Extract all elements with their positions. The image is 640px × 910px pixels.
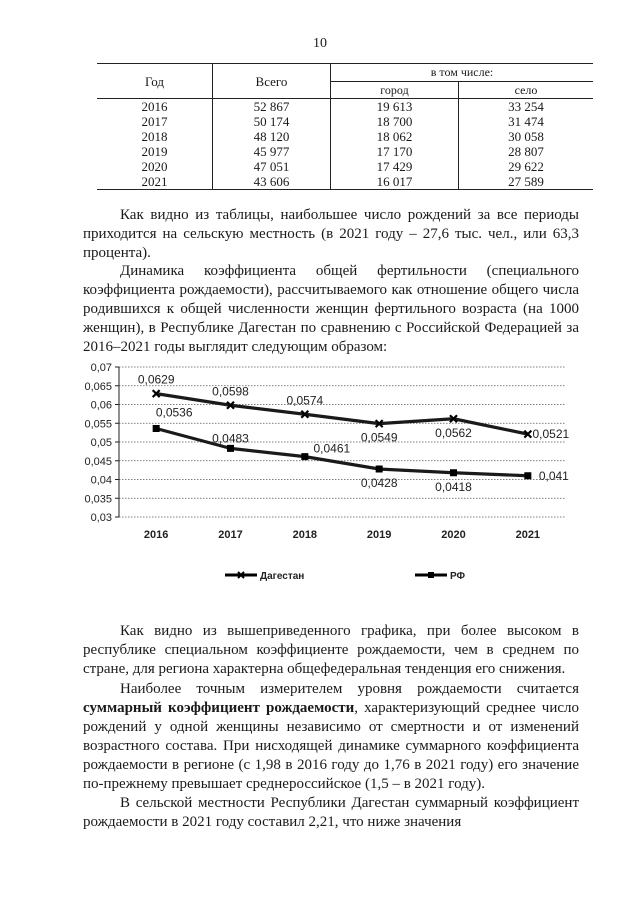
- data-point-rf: [227, 445, 234, 452]
- header-including: в том числе:: [331, 64, 594, 82]
- header-village: село: [459, 82, 594, 99]
- paragraph-table-conclusion: Как видно из таблицы, наибольшее число рождений за все периоды приходится на сельскую местность (в 2021 году – 27,6 тыс. чел., или 63,3 процента).: [83, 207, 579, 261]
- cell-city: 17 429: [331, 159, 459, 174]
- y-tick-label: 0,055: [84, 418, 112, 431]
- cell-village: 30 058: [459, 129, 594, 144]
- y-tick-label: 0,035: [84, 493, 112, 506]
- header-total: Всего: [213, 64, 331, 99]
- y-tick-label: 0,065: [84, 380, 112, 393]
- y-tick-label: 0,03: [90, 512, 112, 524]
- legend-marker-rf: [428, 572, 434, 578]
- tfr-text-end: , характеризующий среднее число рождений у одной женщины независимо от смертности и от изменений возрастного состава. При нисходящей динамике суммарного коэффициента рождаемости в регионе (с 1,98 в 2016 году до 1,76 в 2021 году) его значение по-прежнему превышает среднероссийское (1,5 – в 2021 году).: [83, 700, 579, 792]
- births-table: [97, 63, 593, 190]
- table-row: [97, 114, 593, 129]
- data-label-rf: 0,0428: [360, 476, 398, 490]
- cell-year: 2018: [141, 129, 168, 144]
- table-row: [97, 129, 593, 144]
- cell-village: 31 474: [459, 114, 594, 129]
- cell-village: 28 807: [459, 144, 594, 159]
- data-label-dagestan: 0,0629: [137, 372, 175, 387]
- x-tick-label: 2021: [515, 529, 541, 541]
- y-tick-label: 0,07: [90, 362, 112, 374]
- data-label-dagestan: 0,0562: [435, 425, 472, 440]
- data-label-dagestan: 0,0574: [286, 393, 324, 408]
- legend-label-rf: РФ: [450, 571, 466, 582]
- tfr-term: суммарный коэффициент рождаемости: [83, 700, 355, 716]
- cell-total: 48 120: [213, 129, 331, 144]
- y-tick-label: 0,04: [90, 474, 112, 487]
- y-tick-label: 0,05: [90, 437, 112, 449]
- data-point-rf: [450, 469, 457, 476]
- series-line-dagestan: [156, 394, 528, 435]
- cell-city: 16 017: [331, 174, 459, 190]
- cell-year: 2019: [141, 144, 168, 159]
- table-row: [97, 144, 593, 159]
- cell-village: 33 254: [459, 99, 594, 115]
- paragraph-chart-conclusion: Как видно из вышеприведенного графика, при более высоком в республике специальном коэффициенте рождаемости, чем в среднем по стране, для региона характерна общефедеральная тенденция его снижения.: [83, 623, 579, 677]
- data-point-rf: [376, 466, 383, 473]
- data-label-rf: 0,0536: [155, 405, 193, 420]
- x-tick-label: 2019: [366, 529, 392, 541]
- cell-year: 2017: [141, 114, 168, 129]
- x-tick-label: 2018: [292, 529, 318, 541]
- paragraph-rural-fertility: В сельской местности Республики Дагестан суммарный коэффициент рождаемости в 2021 году составил 2,21, что ниже значения: [83, 795, 579, 830]
- cell-total: 52 867: [213, 99, 331, 115]
- data-label-dagestan: 0,0521: [532, 427, 570, 442]
- paragraph-total-fertility: [83, 680, 579, 794]
- cell-village: 27 589: [459, 174, 594, 190]
- page-number: 10: [313, 36, 327, 51]
- fertility-line-chart: [75, 362, 575, 590]
- legend-label-dagestan: Дагестан: [260, 571, 305, 582]
- cell-year: 2020: [141, 159, 168, 174]
- y-tick-label: 0,045: [84, 455, 112, 468]
- data-label-rf: 0,0483: [212, 431, 249, 446]
- cell-city: 18 062: [331, 129, 459, 144]
- y-tick-label: 0,06: [90, 399, 112, 412]
- header-year: Год: [97, 64, 213, 99]
- tfr-text-start: Наиболее точным измерителем уровня рождаемости считается: [120, 681, 579, 697]
- table-row: [97, 159, 593, 174]
- x-tick-label: 2017: [218, 529, 243, 541]
- cell-total: 50 174: [213, 114, 331, 129]
- cell-total: 43 606: [213, 174, 331, 190]
- table-row: [97, 99, 593, 115]
- data-point-rf: [524, 472, 531, 479]
- data-point-rf: [153, 425, 160, 432]
- cell-village: 29 622: [459, 159, 594, 174]
- data-label-dagestan: 0,0549: [360, 430, 398, 445]
- data-point-rf: [301, 453, 308, 460]
- data-label-dagestan: 0,0598: [212, 384, 249, 399]
- header-city: город: [331, 82, 459, 99]
- paragraph-fertility-intro: Динамика коэффициента общей фертильности (специального коэффициента рождаемости), рассчитываемого как отношение общего числа родившихся к общей численности женщин фертильного возраста (на 1000 женщин), в Республике Дагестан по сравнению с Российской Федерацией за 2016–2021 годы выглядит следующим образом:: [83, 263, 579, 355]
- data-label-rf: 0,0461: [313, 441, 351, 456]
- data-label-rf: 0,041: [538, 468, 569, 483]
- x-tick-label: 2020: [441, 529, 466, 541]
- cell-year: 2021: [97, 174, 213, 190]
- cell-year: 2016: [97, 99, 213, 115]
- cell-city: 19 613: [331, 99, 459, 115]
- cell-city: 18 700: [331, 114, 459, 129]
- x-tick-label: 2016: [143, 529, 169, 541]
- data-label-rf: 0,0418: [435, 479, 472, 494]
- cell-total: 45 977: [213, 144, 331, 159]
- cell-total: 47 051: [213, 159, 331, 174]
- table-row: [97, 174, 593, 190]
- cell-city: 17 170: [331, 144, 459, 159]
